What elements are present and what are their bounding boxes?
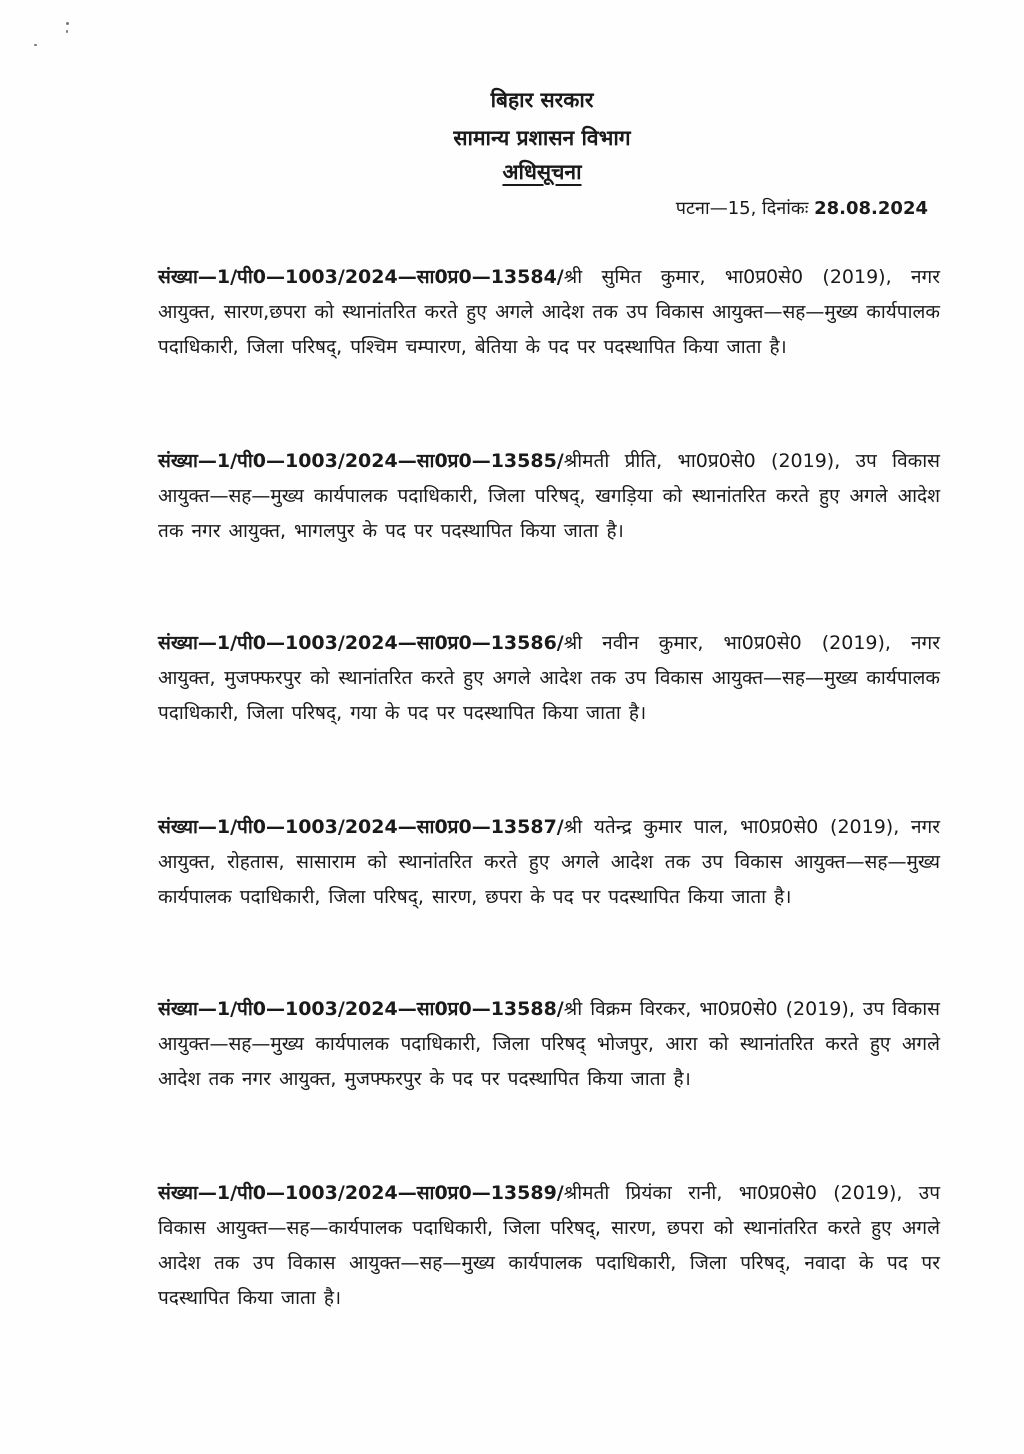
notification-number: संख्या—1/पी0—1003/2024—सा0प्र0—13585/ — [158, 450, 564, 472]
notice-title — [30, 158, 1024, 186]
notification-text: श्रीमती प्रियंका रानी, भा0प्र0से0 (2019), उप विकास आयुक्त—सह—कार्यपालक पदाधिकारी, जिला परिषद्, सारण, छपरा को स्थानांतरित करते हुए अगले आदेश तक उप विकास आयुक्त—सह—मुख्य कार्यपालक पदाधिकारी, जिला परिषद्, नवादा के पद पर पदस्थापित किया जाता है। — [158, 1182, 940, 1309]
notification-paragraph — [158, 444, 940, 549]
dateline — [676, 196, 928, 220]
government-name: बिहार सरकार — [490, 88, 594, 112]
scan-speck — [34, 44, 37, 46]
notification-text: श्री यतेन्द्र कुमार पाल, भा0प्र0से0 (2019), नगर आयुक्त, रोहतास, सासाराम को स्थानांतरित करते हुए अगले आदेश तक उप विकास आयुक्त—सह—मुख्य कार्यपालक पदाधिकारी, जिला परिषद्, सारण, छपरा के पद पर पदस्थापित किया जाता है। — [158, 816, 940, 908]
notification-number: संख्या—1/पी0—1003/2024—सा0प्र0—13587/ — [158, 816, 564, 838]
notification-paragraph — [158, 810, 940, 915]
notification-number: संख्या—1/पी0—1003/2024—सा0प्र0—13589/ — [158, 1182, 564, 1204]
notification-paragraph — [158, 1176, 940, 1316]
department-name: सामान्य प्रशासन विभाग — [453, 126, 631, 150]
scan-speck — [66, 22, 69, 25]
notification-text: श्री सुमित कुमार, भा0प्र0से0 (2019), नगर आयुक्त, सारण,छपरा को स्थानांतरित करते हुए अगले आदेश तक उप विकास आयुक्त—सह—मुख्य कार्यपालक पदाधिकारी, जिला परिषद्, पश्चिम चम्पारण, बेतिया के पद पर पदस्थापित किया जाता है। — [158, 266, 940, 358]
notification-paragraph — [158, 992, 940, 1097]
notification-text: श्रीमती प्रीति, भा0प्र0से0 (2019), उप विकास आयुक्त—सह—मुख्य कार्यपालक पदाधिकारी, जिला परिषद्, खगड़िया को स्थानांतरित करते हुए अगले आदेश तक नगर आयुक्त, भागलपुर के पद पर पदस्थापित किया जाता है। — [158, 450, 940, 542]
dateline-date: 28.08.2024 — [814, 198, 928, 219]
notification-text: श्री नवीन कुमार, भा0प्र0से0 (2019), नगर आयुक्त, मुजफ्फरपुर को स्थानांतरित करते हुए अगले आदेश तक उप विकास आयुक्त—सह—मुख्य कार्यपालक पदाधिकारी, जिला परिषद्, गया के पद पर पदस्थापित किया जाता है। — [158, 632, 940, 724]
notification-number: संख्या—1/पी0—1003/2024—सा0प्र0—13586/ — [158, 632, 564, 654]
notification-text: श्री विक्रम विरकर, भा0प्र0से0 (2019), उप विकास आयुक्त—सह—मुख्य कार्यपालक पदाधिकारी, जिला परिषद् भोजपुर, आरा को स्थानांतरित करते हुए अगले आदेश तक नगर आयुक्त, मुजफ्फरपुर के पद पर पदस्थापित किया जाता है। — [158, 998, 940, 1090]
notification-paragraph — [158, 626, 940, 731]
scan-speck — [66, 30, 68, 33]
notification-number: संख्या—1/पी0—1003/2024—सा0प्र0—13588/ — [158, 998, 564, 1020]
dateline-place: पटना—15, दिनांकः — [675, 198, 809, 219]
notification-number: संख्या—1/पी0—1003/2024—सा0प्र0—13584/ — [158, 266, 564, 288]
notice-title-text: अधिसूचना — [502, 160, 582, 184]
notification-paragraph — [158, 260, 940, 365]
